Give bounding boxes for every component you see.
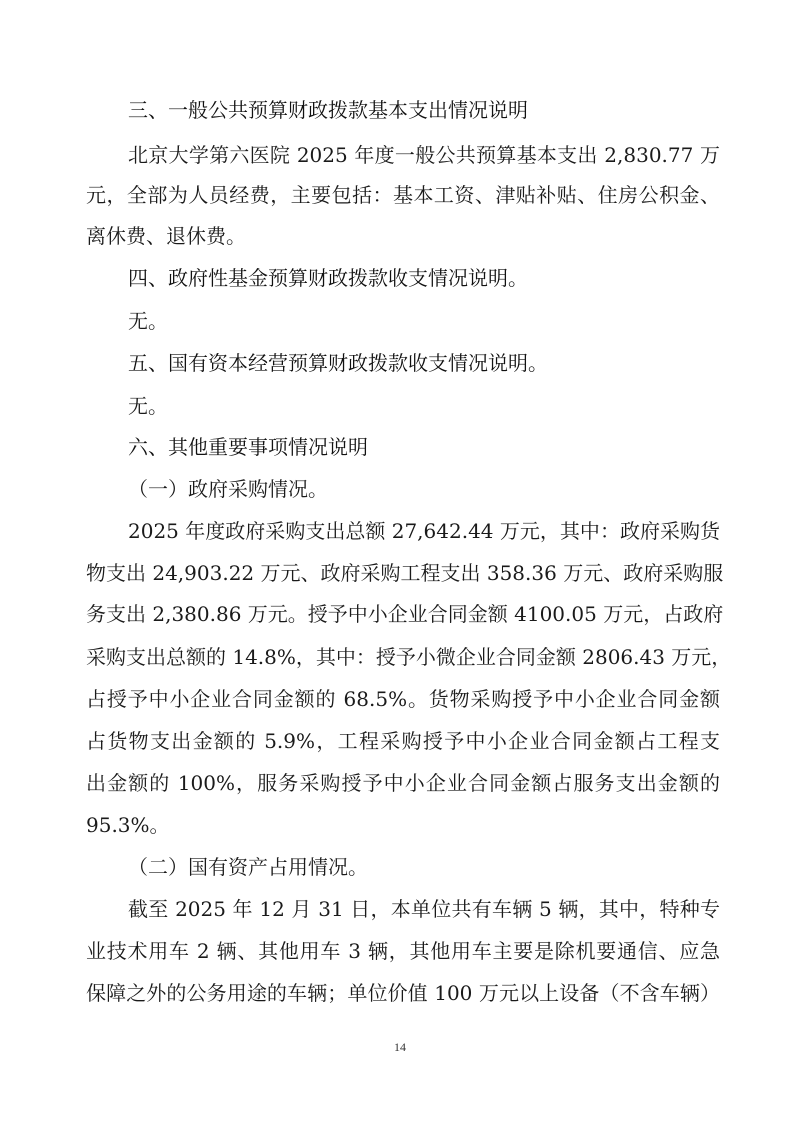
subsection-2-title: （二）国有资产占用情况。 <box>128 855 368 879</box>
paragraph-line: 占授予中小企业合同金额的 68.5%。货物采购授予中小企业合同金额 <box>86 687 720 711</box>
section-4-heading: 四、政府性基金预算财政拨款收支情况说明。 <box>128 266 528 290</box>
section-6-heading: 六、其他重要事项情况说明 <box>128 435 368 459</box>
paragraph-line: 保障之外的公务用途的车辆；单位价值 100 万元以上设备（不含车辆） <box>86 981 720 1005</box>
paragraph-line: 务支出 2,380.86 万元。授予中小企业合同金额 4100.05 万元，占政府 <box>86 602 724 626</box>
subsection-1-title: （一）政府采购情况。 <box>128 477 328 501</box>
section-4-body: 无。 <box>128 309 168 333</box>
section-3-heading: 三、一般公共预算财政拨款基本支出情况说明 <box>128 98 528 122</box>
paragraph-line: 占货物支出金额的 5.9%，工程采购授予中小企业合同金额占工程支 <box>86 729 720 753</box>
paragraph-line: 95.3%。 <box>86 813 170 837</box>
paragraph-line: 出金额的 100%，服务采购授予中小企业合同金额占服务支出金额的 <box>86 771 720 795</box>
paragraph-line: 物支出 24,903.22 万元、政府采购工程支出 358.36 万元、政府采购服 <box>86 561 724 585</box>
paragraph-line: 离休费、退休费。 <box>86 224 246 248</box>
paragraph-line: 采购支出总额的 14.8%，其中：授予小微企业合同金额 2806.43 万元， <box>86 645 732 669</box>
page-number: 14 <box>394 1040 406 1054</box>
section-5-heading: 五、国有资本经营预算财政拨款收支情况说明。 <box>128 351 548 375</box>
paragraph-line: 北京大学第六医院 2025 年度一般公共预算基本支出 2,830.77 万 <box>128 143 720 167</box>
paragraph-line: 截至 2025 年 12 月 31 日，本单位共有车辆 5 辆，其中，特种专 <box>128 897 720 921</box>
section-5-body: 无。 <box>128 394 168 418</box>
paragraph-line: 2025 年度政府采购支出总额 27,642.44 万元，其中：政府采购货 <box>128 519 720 543</box>
paragraph-line: 业技术用车 2 辆、其他用车 3 辆，其他用车主要是除机要通信、应急 <box>86 939 720 963</box>
paragraph-line: 元，全部为人员经费，主要包括：基本工资、津贴补贴、住房公积金、 <box>86 183 720 207</box>
